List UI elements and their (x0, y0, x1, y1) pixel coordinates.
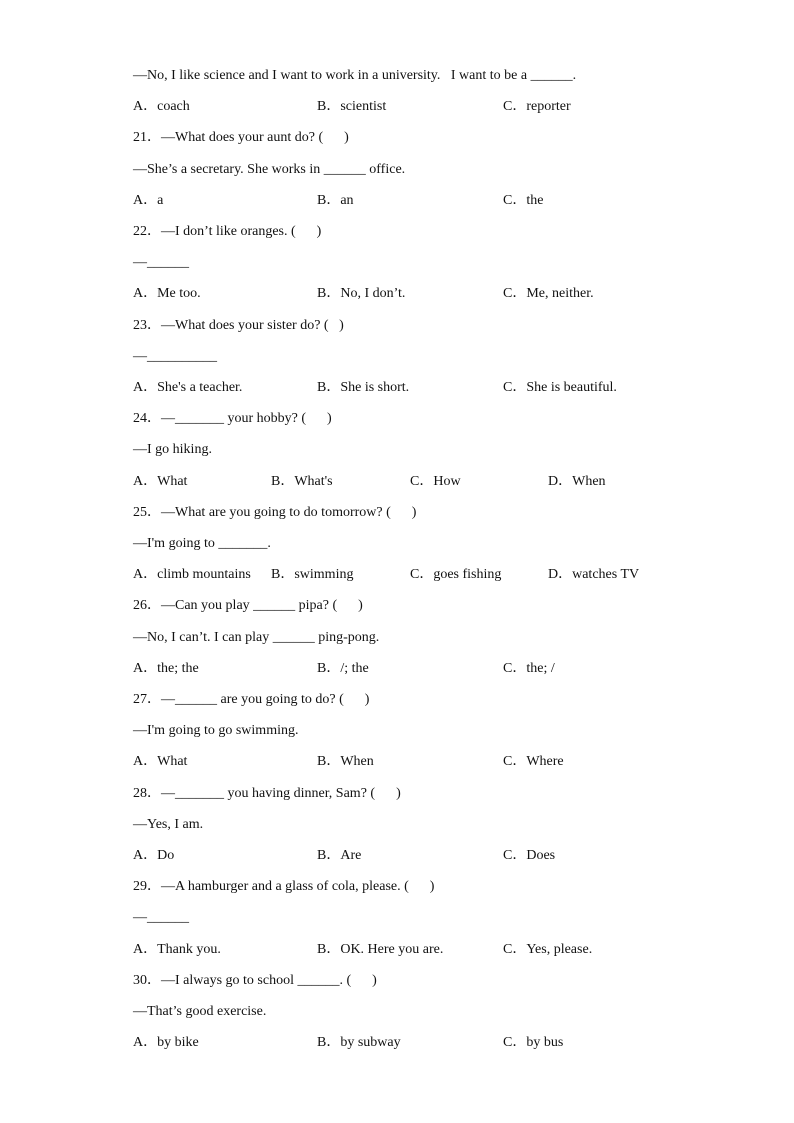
dialogue-line: —That’s good exercise. (133, 1004, 267, 1019)
answer-option-c[interactable]: C．the (503, 192, 544, 208)
dialogue-line: —______ (133, 255, 189, 271)
answer-option-a[interactable]: A．Thank you. (133, 941, 221, 957)
question-stem: 28．—_______ you having dinner, Sam? ( ) (133, 785, 401, 801)
question-stem: 23．—What does your sister do? ( ) (133, 317, 344, 333)
question-stem: 30．—I always go to school ______. ( ) (133, 972, 377, 988)
answer-option-c[interactable]: C．How (410, 473, 461, 489)
answer-option-a[interactable]: A．coach (133, 99, 190, 115)
answer-option-b[interactable]: B．When (317, 754, 374, 770)
answer-option-a[interactable]: A．Me too. (133, 286, 201, 302)
question-stem: 21．—What does your aunt do? ( ) (133, 130, 349, 146)
question-stem: 22．—I don’t like oranges. ( ) (133, 224, 322, 239)
answer-option-a[interactable]: A．What (133, 754, 188, 770)
answer-option-d[interactable]: D．watches TV (548, 567, 640, 583)
answer-option-c[interactable]: C．by bus (503, 1035, 564, 1051)
answer-option-a[interactable]: A．Do (133, 848, 175, 863)
answer-option-a[interactable]: A．What (133, 473, 188, 489)
answer-option-c[interactable]: C．Me, neither. (503, 286, 594, 302)
answer-option-b[interactable]: B．She is short. (317, 380, 410, 395)
answer-option-c[interactable]: C．Where (503, 754, 564, 770)
answer-option-b[interactable]: B．Are (317, 848, 362, 863)
answer-option-d[interactable]: D．When (548, 473, 606, 489)
answer-option-c[interactable]: C．Does (503, 848, 556, 863)
answer-option-b[interactable]: B．by subway (317, 1035, 401, 1051)
answer-option-a[interactable]: A．the; the (133, 660, 199, 676)
answer-option-c[interactable]: C．Yes, please. (503, 941, 593, 957)
answer-option-b[interactable]: B．an (317, 192, 354, 208)
question-stem: 26．—Can you play ______ pipa? ( ) (133, 598, 363, 614)
dialogue-line: —I'm going to go swimming. (133, 723, 299, 739)
answer-option-b[interactable]: B．scientist (317, 99, 387, 115)
answer-option-c[interactable]: C．the; / (503, 660, 555, 676)
question-stem: 24．—_______ your hobby? ( ) (133, 411, 332, 427)
answer-option-a[interactable]: A．a (133, 192, 164, 208)
answer-option-a[interactable]: A．She's a teacher. (133, 380, 243, 395)
answer-option-c[interactable]: C．reporter (503, 99, 571, 115)
dialogue-line: —I go hiking. (133, 442, 212, 458)
dialogue-line: —______ (133, 910, 189, 926)
dialogue-line: —I'm going to _______. (133, 536, 271, 551)
question-stem: 25．—What are you going to do tomorrow? ( ) (133, 504, 417, 520)
answer-option-c[interactable]: C．goes fishing (410, 567, 502, 583)
answer-option-b[interactable]: B．/; the (317, 660, 369, 676)
dialogue-line: —She’s a secretary. She works in ______ office. (133, 161, 406, 177)
answer-option-a[interactable]: A．climb mountains (133, 567, 251, 583)
answer-option-c[interactable]: C．She is beautiful. (503, 380, 617, 395)
dialogue-line: —Yes, I am. (133, 816, 204, 832)
question-stem: —No, I like science and I want to work in a university. I want to be a ______. (133, 68, 577, 83)
answer-option-b[interactable]: B．OK. Here you are. (317, 941, 444, 957)
answer-option-b[interactable]: B．No, I don’t. (317, 286, 406, 302)
answer-option-b[interactable]: B．What's (271, 473, 333, 489)
dialogue-line: —__________ (133, 348, 217, 364)
question-stem: 27．—______ are you going to do? ( ) (133, 692, 370, 707)
answer-option-a[interactable]: A．by bike (133, 1035, 199, 1051)
question-stem: 29．—A hamburger and a glass of cola, please. ( ) (133, 879, 435, 895)
answer-option-b[interactable]: B．swimming (271, 567, 354, 583)
dialogue-line: —No, I can’t. I can play ______ ping-pong. (133, 629, 380, 645)
